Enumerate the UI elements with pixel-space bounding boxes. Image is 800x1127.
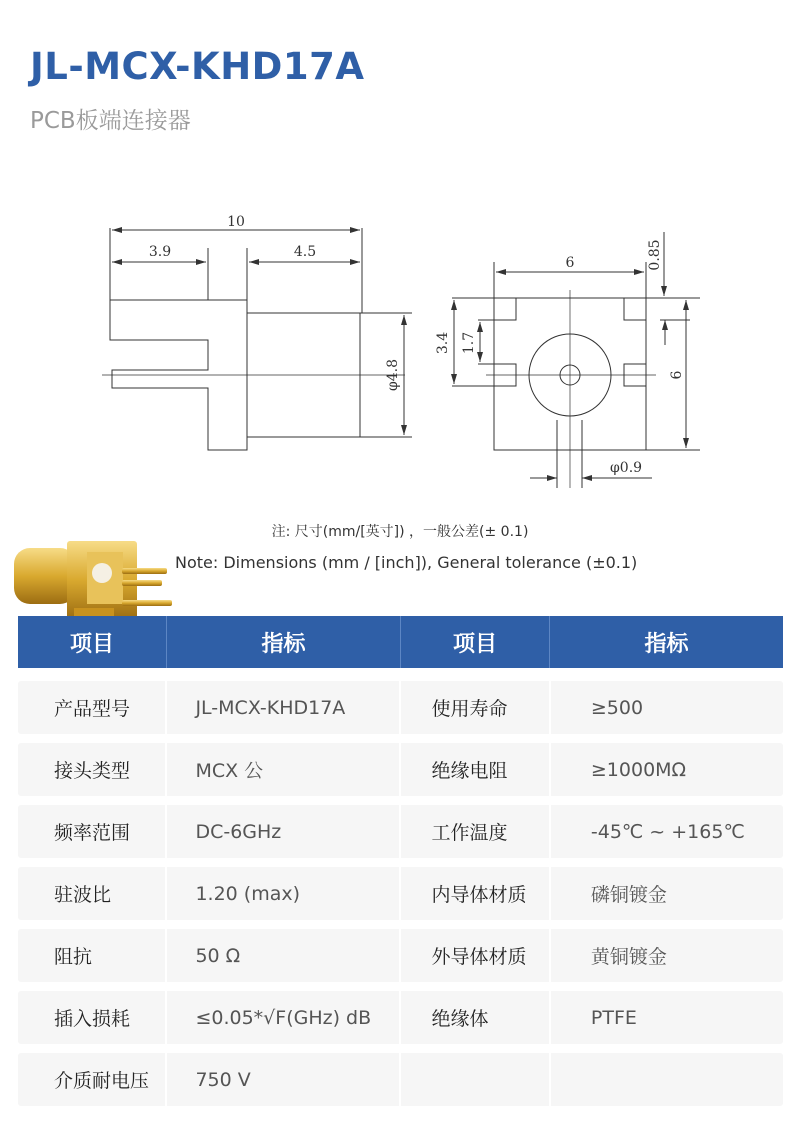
dim-label-1-7: 1.7 — [461, 331, 477, 355]
dim-label-3-9: 3.9 — [148, 244, 172, 260]
spec-value: 磷铜镀金 — [590, 884, 667, 906]
table-row — [18, 681, 783, 734]
spec-key: 工作温度 — [431, 822, 508, 844]
table-row — [18, 929, 783, 982]
spec-value: DC-6GHz — [195, 820, 282, 843]
header-item-2: 项目 — [452, 631, 497, 657]
spec-key: 阻抗 — [54, 946, 93, 968]
note-english: Note: Dimensions (mm / [inch]), General tolerance (±0.1) — [175, 553, 638, 572]
table-row — [18, 743, 783, 796]
header-value-2: 指标 — [644, 631, 689, 657]
spec-key: 插入损耗 — [54, 1008, 131, 1030]
dim-label-phi-0-9: φ0.9 — [610, 460, 643, 476]
spec-key: 产品型号 — [54, 698, 131, 720]
product-photo — [12, 538, 177, 628]
table-row — [18, 805, 783, 858]
header-item-1: 项目 — [69, 631, 114, 657]
spec-key: 频率范围 — [54, 822, 131, 844]
header-value-1: 指标 — [261, 631, 306, 657]
dim-label-0-85: 0.85 — [647, 239, 663, 271]
spec-value: 黄铜镀金 — [590, 946, 667, 968]
spec-table-header — [18, 616, 783, 668]
technical-drawing — [0, 200, 800, 500]
spec-key: 外导体材质 — [431, 946, 527, 968]
spec-value: ≤0.05*√F(GHz) dB — [195, 1006, 372, 1029]
table-row — [18, 867, 783, 920]
spec-key: 接头类型 — [54, 760, 131, 782]
dim-label-10: 10 — [227, 214, 245, 230]
table-row — [18, 1053, 783, 1106]
spec-key — [401, 1053, 548, 1106]
spec-table-body — [18, 681, 783, 1115]
product-subtitle: PCB板端连接器 — [30, 108, 191, 134]
dim-label-phi-4-8: φ4.8 — [385, 358, 401, 392]
spec-value: -45℃ ~ +165℃ — [590, 820, 745, 843]
spec-value: JL-MCX-KHD17A — [195, 696, 346, 719]
spec-value: ≥500 — [590, 696, 644, 719]
dim-label-4-5: 4.5 — [293, 244, 317, 260]
spec-value: ≥1000MΩ — [590, 758, 687, 781]
spec-value — [551, 1053, 783, 1106]
spec-value: 750 V — [195, 1068, 251, 1091]
spec-key: 介质耐电压 — [54, 1070, 150, 1092]
spec-value: 50 Ω — [195, 944, 241, 967]
spec-value: 1.20 (max) — [195, 882, 301, 905]
spec-value: PTFE — [590, 1006, 637, 1029]
spec-key: 使用寿命 — [431, 698, 508, 720]
spec-key: 驻波比 — [54, 884, 112, 906]
table-row — [18, 991, 783, 1044]
dim-label-3-4: 3.4 — [435, 331, 451, 355]
spec-key: 内导体材质 — [431, 884, 527, 906]
product-title: JL-MCX-KHD17A — [30, 45, 365, 88]
spec-key: 绝缘体 — [431, 1008, 489, 1030]
dim-label-6-right: 6 — [669, 370, 685, 380]
dim-label-6-top: 6 — [565, 255, 575, 271]
note-chinese: 注: 尺寸(mm/[英寸]) ，一般公差(± 0.1) — [271, 524, 529, 540]
spec-value: MCX 公 — [195, 760, 264, 782]
spec-key: 绝缘电阻 — [431, 760, 508, 782]
